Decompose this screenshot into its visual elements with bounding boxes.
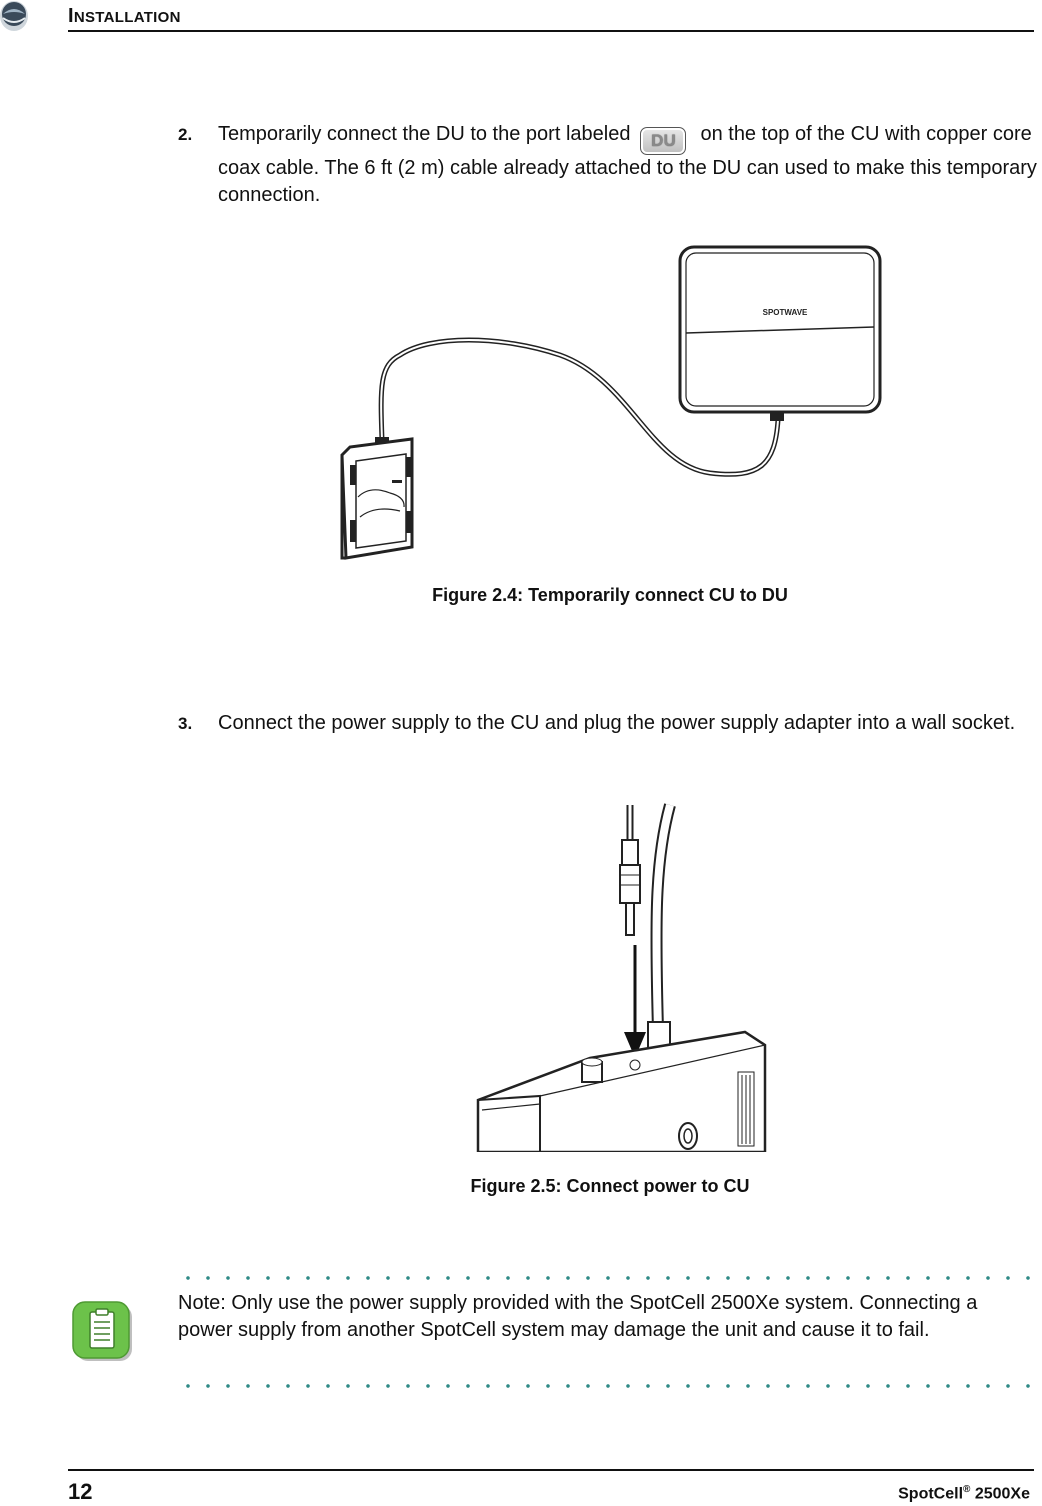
figure-caption: Figure 2.4: Temporarily connect CU to DU <box>432 585 788 605</box>
down-arrow-icon <box>624 945 646 1058</box>
du-unit <box>680 247 880 421</box>
step-number: 3. <box>178 714 193 733</box>
figure-caption: Figure 2.5: Connect power to CU <box>470 1176 750 1196</box>
cu-unit <box>478 1032 765 1152</box>
header-rule <box>68 30 1034 32</box>
power-plug <box>620 840 640 935</box>
note-text: Note: Only use the power supply provided with the SpotCell 2500Xe system. Connecting a power supply from another SpotCell system may damage the unit and cause it to fail. <box>178 1292 978 1341</box>
footer-rule <box>68 1469 1034 1471</box>
step-text: Connect the power supply to the CU and plug the power supply adapter into a wall socket. <box>218 712 1016 734</box>
figure-cu-du-connection <box>330 235 890 565</box>
svg-text:SPOTWAVE: SPOTWAVE <box>762 308 808 317</box>
note-bottom-border <box>178 1384 1036 1388</box>
section-title: INSTALLATION <box>68 5 181 27</box>
note-clipboard-icon <box>72 1300 136 1366</box>
figure-power-connection <box>470 800 770 1152</box>
spotwave-logo-icon <box>0 0 30 34</box>
du-port-icon: DU <box>640 127 686 155</box>
step-number: 2. <box>178 125 193 144</box>
page-number: 12 <box>68 1479 93 1504</box>
product-name: SpotCell® 2500Xe <box>898 1484 1030 1503</box>
step-text: Temporarily connect the DU to the port labeled DU on the top of the CU with copper core coax cable. The 6 ft (2 m) cable already attached to the DU can used to make this temporary connection. <box>218 123 1037 206</box>
note-top-border <box>178 1276 1036 1280</box>
cu-unit <box>342 437 412 558</box>
